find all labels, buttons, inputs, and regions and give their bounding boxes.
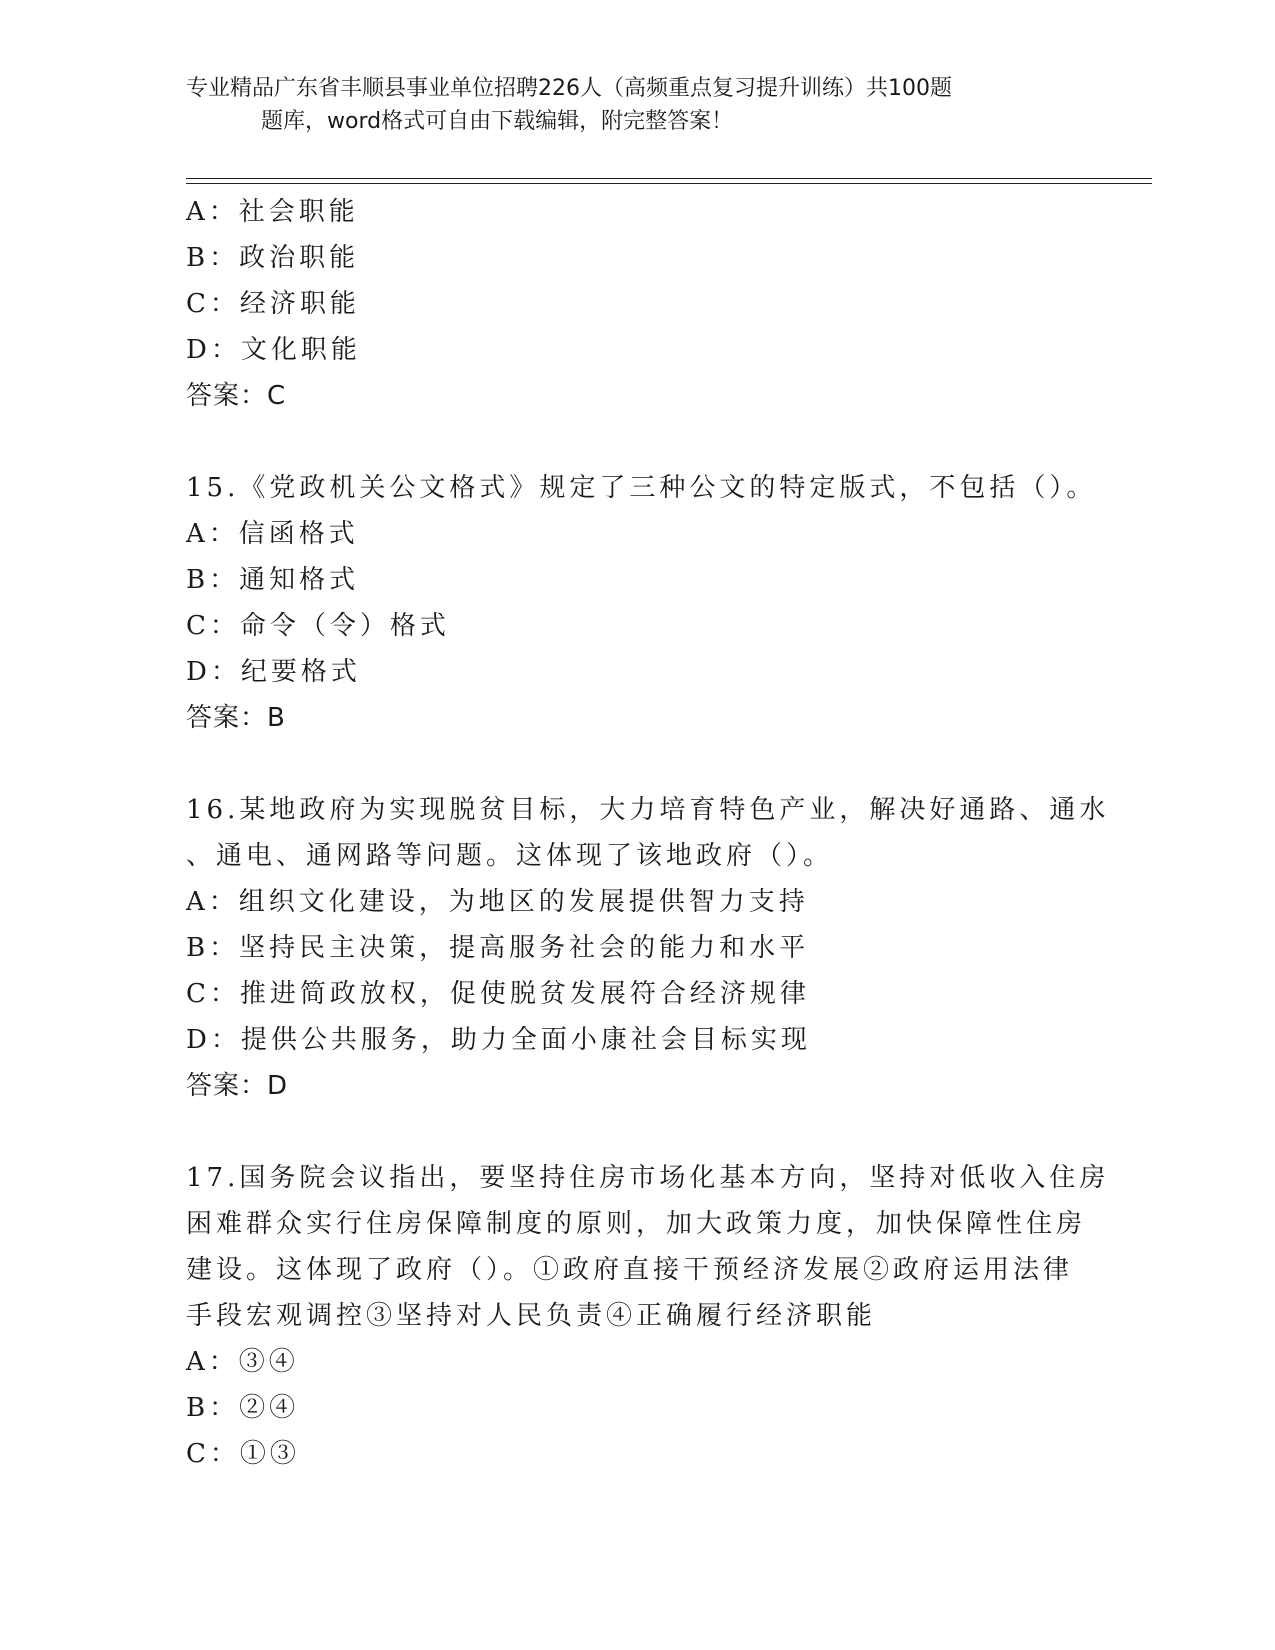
question-16-block: [186, 787, 1110, 1109]
header-title-line-1: 专业精品广东省丰顺县事业单位招聘226人（高频重点复习提升训练）共100题: [186, 76, 952, 101]
question-15-block: [186, 465, 1097, 741]
answer-line: 答案：C: [186, 381, 287, 411]
option-a: A：③④: [186, 1347, 299, 1377]
question-text: 建设。这体现了政府（）。①政府直接干预经济发展②政府运用法律: [186, 1255, 1074, 1285]
option-c: C：命令（令）格式: [186, 611, 450, 641]
question-text: 17.国务院会议指出，要坚持住房市场化基本方向，坚持对低收入住房: [186, 1163, 1110, 1193]
question-text: 、通电、通网路等问题。这体现了该地政府（）。: [186, 841, 834, 871]
option-b: B：坚持民主决策，提高服务社会的能力和水平: [186, 933, 810, 963]
answer-line: 答案：D: [186, 1071, 289, 1101]
option-a: A：组织文化建设，为地区的发展提供智力支持: [186, 887, 809, 917]
option-d: D：提供公共服务，助力全面小康社会目标实现: [186, 1025, 811, 1055]
option-b: B：②④: [186, 1393, 300, 1423]
question-content: [186, 189, 1110, 1477]
header-title-line-2: 题库，word格式可自由下载编辑，附完整答案！: [261, 109, 734, 134]
header-rule-bottom: [186, 183, 1152, 184]
header-rule-top: [186, 178, 1152, 179]
option-c: C：经济职能: [186, 289, 360, 319]
question-text: 15.《党政机关公文格式》规定了三种公文的特定版式，不包括（）。: [186, 473, 1097, 503]
question-text: 16.某地政府为实现脱贫目标，大力培育特色产业，解决好通路、通水: [186, 795, 1110, 825]
question-14-block: [186, 189, 1086, 419]
question-text: 困难群众实行住房保障制度的原则，加大政策力度，加快保障性住房: [186, 1209, 1087, 1239]
question-text: 手段宏观调控③坚持对人民负责④正确履行经济职能: [186, 1301, 877, 1331]
answer-line: 答案：B: [186, 703, 286, 733]
option-a: A：社会职能: [186, 197, 359, 227]
option-a: A：信函格式: [186, 519, 359, 549]
option-b: B：通知格式: [186, 565, 360, 595]
option-b: B：政治职能: [186, 243, 360, 273]
document-header: [186, 72, 1066, 138]
option-c: C：推进简政放权，促使脱贫发展符合经济规律: [186, 979, 810, 1009]
question-17-block: [186, 1155, 1110, 1477]
option-c: C：①③: [186, 1439, 300, 1469]
option-d: D：纪要格式: [186, 657, 361, 687]
option-d: D：文化职能: [186, 335, 361, 365]
